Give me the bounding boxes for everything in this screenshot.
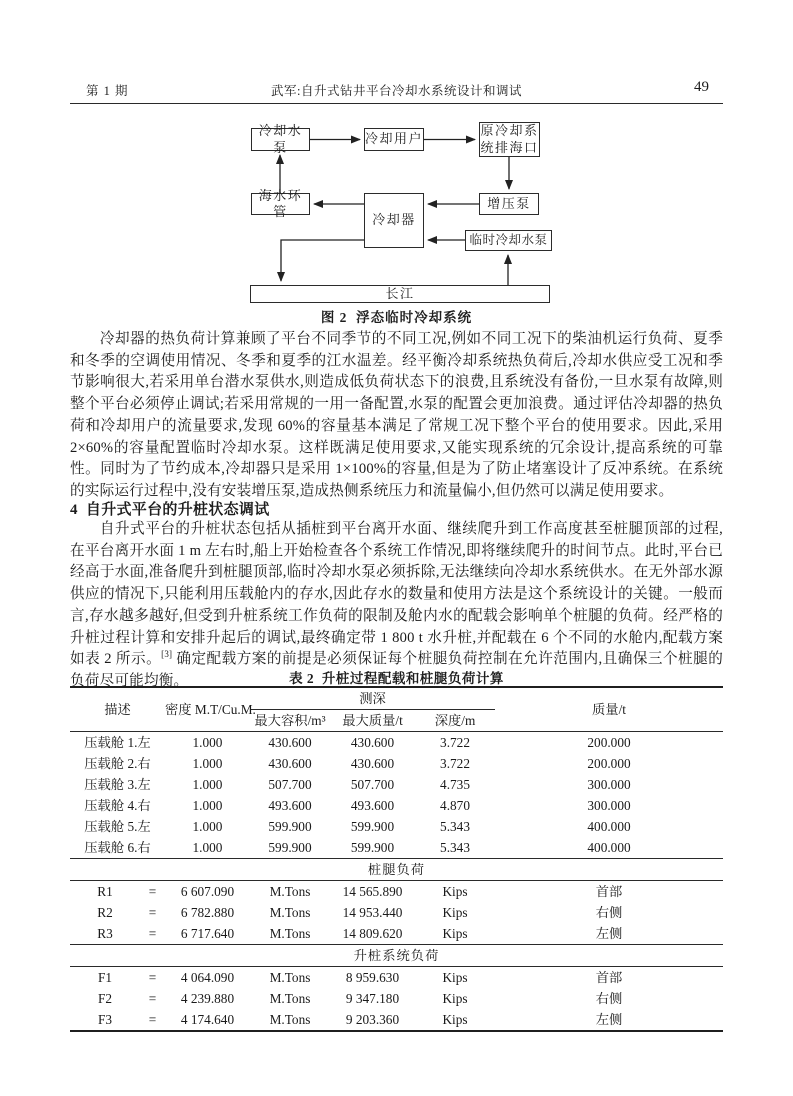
table-row-ballast-1 xyxy=(70,732,723,754)
table-header-row xyxy=(70,687,723,710)
flow-node-original-outfall xyxy=(479,122,540,157)
table-cell: 左侧 xyxy=(495,923,723,945)
table-cell: R1 xyxy=(97,884,113,899)
table-cell: = xyxy=(148,1012,157,1027)
header-rule xyxy=(70,103,723,104)
table-cell: 首部 xyxy=(595,884,623,899)
table-cell: 507.700 xyxy=(350,777,395,792)
table-cell: 14 953.440 xyxy=(342,905,403,920)
table-cell: 493.600 xyxy=(350,798,395,813)
table-row-ballast-2 xyxy=(70,753,723,774)
table-cell: 首部 xyxy=(595,970,623,985)
table-cell: M.Tons xyxy=(269,905,311,920)
flow-node-sea-ring-main xyxy=(251,187,310,219)
table-cell: 200.000 xyxy=(587,756,631,771)
table-cell: = xyxy=(148,905,157,920)
flow-node-label: 临时冷却水泵 xyxy=(469,232,548,247)
running-title: 武军:自升式钻井平台冷却水系统设计和调试 xyxy=(271,84,522,98)
table-cell: Kips xyxy=(442,1012,468,1027)
table-cell: 压载舱 2.右 xyxy=(84,756,151,771)
table-cell: 压载舱 3.左 xyxy=(84,777,151,792)
table-cell: R2 xyxy=(97,905,113,920)
col-header-depth: 深度/m xyxy=(415,710,495,732)
flow-node-label: 海水环管 xyxy=(258,187,303,219)
flow-node-label: 长江 xyxy=(385,285,415,301)
table-caption: 表 2 升桩过程配载和桩腿负荷计算 xyxy=(289,671,504,686)
table-cell: 14 565.890 xyxy=(342,884,403,899)
table-cell: Kips xyxy=(415,923,495,945)
table-row-f3 xyxy=(70,1009,723,1031)
table-cell: Kips xyxy=(442,905,468,920)
table-cell: 5.343 xyxy=(415,837,495,859)
table-cell: Kips xyxy=(442,991,468,1006)
col-header-density: 密度 M.T/Cu.M. xyxy=(165,687,250,732)
flow-node-label: 原冷却系 xyxy=(480,123,539,139)
table-row-ballast-3 xyxy=(70,774,723,795)
table-cell: 599.900 xyxy=(250,837,330,859)
table-cell: 9 347.180 xyxy=(345,991,400,1006)
flow-node-cooler xyxy=(364,193,424,248)
table-cell: 599.900 xyxy=(350,819,395,834)
table-cell: 493.600 xyxy=(268,798,312,813)
table-cell: 右侧 xyxy=(595,991,623,1006)
table-cell: 3.722 xyxy=(440,756,470,771)
table-cell: = xyxy=(148,991,157,1006)
flow-node-label: 冷却器 xyxy=(372,212,416,228)
table-cell: R3 xyxy=(70,923,140,945)
table-cell: 300.000 xyxy=(587,798,631,813)
table-cell: 压载舱 5.左 xyxy=(84,819,151,834)
table-cell: 6 717.640 xyxy=(165,923,250,945)
table-cell: M.Tons xyxy=(269,884,311,899)
table-cell: 300.000 xyxy=(587,777,631,792)
table-cell: 430.600 xyxy=(350,735,395,750)
col-header-max-mass: 最大质量/t xyxy=(330,710,415,732)
flow-node-cooling-pump xyxy=(251,123,310,155)
table-cell: 430.600 xyxy=(268,756,312,771)
table-row-f1 xyxy=(70,967,723,989)
flow-node-label: 冷却水泵 xyxy=(258,123,303,155)
table-cell: 4 174.640 xyxy=(180,1012,235,1027)
col-header-mass: 质量/t xyxy=(495,687,723,732)
table-cell: 左侧 xyxy=(595,1012,623,1027)
table-row-ballast-5 xyxy=(70,816,723,837)
table-cell: 4.735 xyxy=(440,777,470,792)
table-cell: 9 203.360 xyxy=(345,1012,400,1027)
table-cell: 压载舱 1.左 xyxy=(84,735,151,750)
table-cell: 压载舱 4.右 xyxy=(84,798,151,813)
table-cell: 5.343 xyxy=(440,819,470,834)
table-cell: 6 782.880 xyxy=(180,905,235,920)
table-section-leg-load xyxy=(70,859,723,881)
table-section-title: 桩腿负荷 xyxy=(70,859,723,881)
journal-issue: 第 1 期 xyxy=(86,84,129,98)
table-row-ballast-4 xyxy=(70,795,723,816)
table-cell: 1.000 xyxy=(192,735,223,750)
table-cell: M.Tons xyxy=(269,991,311,1006)
table-row-ballast-6 xyxy=(70,837,723,859)
section-heading-4: 4 自升式平台的升桩状态调试 xyxy=(70,502,270,518)
table-row-r1 xyxy=(70,881,723,903)
table-cell: 8 959.630 xyxy=(345,970,400,985)
paragraph-cooler-heat-load: 冷却器的热负荷计算兼顾了平台不同季节的不同工况,例如不同工况下的柴油机运行负荷、夏季和冬季的空调使用情况、冬季和夏季的江水温差。经平衡冷却系统热负荷后,冷却水供应受工况和季节影响很大,若采用单台潜水泵供水,则造成低负荷状态下的浪费,且系统没有备份,一旦水泵有故障,则整个平台必须停止调试;若采用常规的一用一备配置,水泵的配置会更加浪费。通过评估冷却器的热负荷和冷却用户的流量要求,发现 60%的容量基本满足了常规工况下整个平台的使用要求。因此,采用 2×60%的容量配置临时冷却水泵。这样既满足使用要求,又能实现系统的冗余设计,提高系统的可靠性。同时为了节约成本,冷却器只是采用 1×100%的容量,但是为了防止堵塞设计了反冲系统。在系统的实际运行过程中,没有安装增压泵,造成热侧系统压力和流量偏小,但仍然可以满足使用要求。 xyxy=(70,331,723,499)
flow-node-temp-cooling-pump xyxy=(465,230,552,251)
flow-node-label: 冷却用户 xyxy=(365,131,424,147)
table-cell: 4.870 xyxy=(440,798,470,813)
flow-node-label: 统排海口 xyxy=(480,139,539,155)
table-section-jacking-load xyxy=(70,945,723,967)
table-section-title: 升桩系统负荷 xyxy=(70,945,723,967)
table-cell: 1.000 xyxy=(192,798,223,813)
col-header-sounding: 测深 xyxy=(250,687,495,710)
flow-node-label: 增压泵 xyxy=(487,195,531,211)
table-row-f2 xyxy=(70,988,723,1009)
paragraph-text: 自升式平台的升桩状态包括从插桩到平台离开水面、继续爬升到工作高度甚至桩腿顶部的过程,在平台离开水面 1 m 左右时,船上开始检查各个系统工作情况,即将继续爬升的时间节点。此时,平台已经高于水面,准备爬升到桩腿顶部,临时冷却水泵必须拆除,无法继续向冷却水系统供水。在无外部水源供应的情况下,只能利用压载舱内的存水,因此存水的数量和使用方法是这个系统设计的关键。一般而言,存水越多越好,但受到升桩系统工作负荷的限制及舱内水的配载会影响单个桩腿的负荷。经严格的升桩过程计算和安排升起后的调试,最终确定带 1 800 t 水升桩,并配载在 6 个不同的水舱内,配载方案如表 2 所示。 xyxy=(70,521,723,668)
table-cell: 4 239.880 xyxy=(180,991,235,1006)
running-head xyxy=(70,81,723,99)
table-cell: 14 809.620 xyxy=(330,923,415,945)
table-cell: 430.600 xyxy=(268,735,312,750)
table-cell: M.Tons xyxy=(269,970,311,985)
figure-flow-diagram xyxy=(0,112,793,325)
table-cell: 压载舱 6.右 xyxy=(70,837,165,859)
table-cell: 1.000 xyxy=(165,837,250,859)
table-cell: M.Tons xyxy=(269,1012,311,1027)
table-cell: 200.000 xyxy=(587,735,631,750)
table-cell: 1.000 xyxy=(192,777,223,792)
col-header-desc: 描述 xyxy=(70,687,165,732)
table-cell: 6 607.090 xyxy=(180,884,235,899)
table-cell: 400.000 xyxy=(495,837,723,859)
table-cell: 3.722 xyxy=(440,735,470,750)
table-cell: 599.900 xyxy=(330,837,415,859)
table-cell: 1.000 xyxy=(192,756,223,771)
table-row-r2 xyxy=(70,902,723,923)
table-cell: 599.900 xyxy=(268,819,312,834)
table-cell: M.Tons xyxy=(250,923,330,945)
table-cell: Kips xyxy=(442,970,468,985)
table-cell: 507.700 xyxy=(268,777,312,792)
figure-caption: 图 2 浮态临时冷却系统 xyxy=(320,310,473,325)
load-calculation-table xyxy=(70,686,723,1032)
paragraph-text: 确定配载方案的前提是必须保证每个桩腿负荷控制在允许范围内,且确保三个桩腿的负荷尽可能均衡。 xyxy=(70,651,723,689)
table-cell: = xyxy=(148,970,157,985)
table-cell: = xyxy=(148,884,157,899)
table-cell: 4 064.090 xyxy=(180,970,235,985)
flow-node-cooling-users xyxy=(364,128,424,151)
table-cell: F1 xyxy=(97,970,113,985)
table-cell: = xyxy=(140,923,165,945)
page-number: 49 xyxy=(694,79,709,95)
table-cell: 右侧 xyxy=(595,905,623,920)
table-cell: F2 xyxy=(97,991,113,1006)
flow-node-river xyxy=(250,285,550,303)
table-cell: 1.000 xyxy=(192,819,223,834)
col-header-max-volume: 最大容积/m³ xyxy=(250,710,330,732)
table-cell: F3 xyxy=(97,1012,113,1027)
table-row-r3 xyxy=(70,923,723,945)
table-cell: 430.600 xyxy=(350,756,395,771)
table-cell: Kips xyxy=(442,884,468,899)
citation-superscript: [3] xyxy=(161,649,173,660)
table-cell: 400.000 xyxy=(587,819,631,834)
flow-node-booster-pump xyxy=(479,193,539,215)
